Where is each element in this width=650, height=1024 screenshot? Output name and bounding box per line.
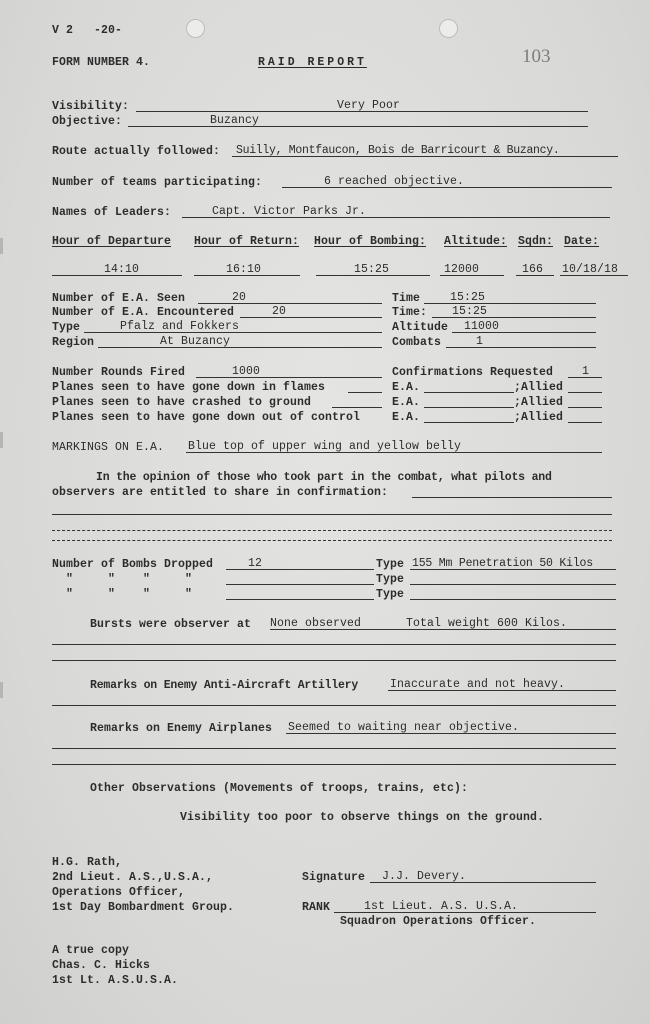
bursts-label: Bursts were observer at: [90, 618, 252, 631]
hour-departure-line: [52, 275, 182, 276]
opinion-answer-line: [412, 497, 612, 498]
flames-ea-line: [424, 392, 514, 393]
blank-line: [52, 764, 616, 765]
route-label: Route actually followed:: [52, 145, 221, 158]
ea-seen-line: [198, 303, 382, 304]
blank-dashed-line: [52, 530, 612, 531]
control-ea-line: [424, 422, 514, 423]
objective-line: [128, 126, 588, 127]
sqdn-value: 166: [522, 263, 544, 276]
region-line: [98, 347, 382, 348]
teams-value: 6 reached objective.: [324, 175, 465, 188]
type-label: Type: [52, 321, 81, 334]
region-label: Region: [52, 336, 95, 349]
ea-seen-label: Number of E.A. Seen: [52, 292, 186, 305]
time-value: 15:25: [450, 291, 486, 304]
page-edge-mark: [0, 238, 3, 254]
page-stamp-number: 103: [522, 46, 551, 67]
airplanes-label: Remarks on Enemy Airplanes: [90, 722, 273, 735]
signature-value: J.J. Devery.: [382, 870, 467, 883]
hour-bombing-line: [316, 275, 430, 276]
crashed-allied-line: [568, 407, 602, 408]
page-edge-mark: [0, 682, 3, 698]
hour-bombing-value: 15:25: [354, 263, 390, 276]
crashed-ea-line: [424, 407, 514, 408]
altitude2-label: Altitude: [392, 321, 449, 334]
altitude-value: 12000: [444, 263, 480, 276]
control-allied-label: ;Allied: [514, 411, 564, 424]
anti-aircraft-label: Remarks on Enemy Anti-Aircraft Artillery: [90, 679, 359, 692]
bomb-type-label: Type: [376, 558, 405, 571]
copy-line-3: 1st Lt. A.S.U.S.A.: [52, 974, 179, 987]
bombs-ditto-2: " " " ": [66, 588, 193, 601]
region-value: At Buzancy: [160, 335, 231, 348]
flames-allied-label: ;Allied: [514, 381, 564, 394]
crashed-label: Planes seen to have crashed to ground: [52, 396, 312, 409]
hour-departure-label: Hour of Departure: [52, 235, 172, 248]
blank-line: [52, 705, 616, 706]
altitude2-value: 11000: [464, 320, 500, 333]
teams-label: Number of teams participating:: [52, 176, 263, 189]
ea-encountered-line: [240, 317, 382, 318]
hour-return-label: Hour of Return:: [194, 235, 300, 248]
blank-line: [52, 514, 612, 515]
combats-value: 1: [476, 335, 484, 348]
leaders-value: Capt. Victor Parks Jr.: [212, 205, 367, 218]
bomb-type-line-2: [410, 584, 616, 585]
rank-role: Squadron Operations Officer.: [340, 915, 537, 928]
rounds-label: Number Rounds Fired: [52, 366, 186, 379]
rank-label: RANK: [302, 901, 331, 914]
bombs-label: Number of Bombs Dropped: [52, 558, 214, 571]
blank-line: [52, 644, 616, 645]
other-observations-label: Other Observations (Movements of troops, trains, etc):: [90, 782, 469, 795]
officer-group: 1st Day Bombardment Group.: [52, 901, 235, 914]
bomb-type-line-3: [410, 599, 616, 600]
officer-rank: 2nd Lieut. A.S.,U.S.A.,: [52, 871, 214, 884]
bomb-type-label-3: Type: [376, 588, 405, 601]
signature-label: Signature: [302, 871, 366, 884]
opinion-line-2: observers are entitled to share in confirmation:: [52, 486, 389, 499]
form-number: FORM NUMBER 4.: [52, 56, 151, 69]
time2-value: 15:25: [452, 305, 488, 318]
type-value: Pfalz and Fokkers: [120, 320, 240, 333]
ea-encountered-label: Number of E.A. Encountered: [52, 306, 235, 319]
flames-line: [348, 392, 382, 393]
document-ref: V 2 -20-: [52, 24, 123, 37]
combats-label: Combats: [392, 336, 442, 349]
blank-dashed-line: [52, 540, 612, 541]
hour-return-line: [194, 275, 300, 276]
punch-hole-left: [186, 19, 205, 38]
rank-value: 1st Lieut. A.S. U.S.A.: [364, 900, 519, 913]
copy-line-1: A true copy: [52, 944, 130, 957]
date-line: [560, 275, 628, 276]
blank-line: [52, 748, 616, 749]
opinion-line-1: In the opinion of those who took part in the combat, what pilots and: [96, 471, 552, 484]
confirmations-value: 1: [582, 365, 590, 378]
bomb-type-value: 155 Mm Penetration 50 Kilos: [412, 557, 593, 570]
crashed-allied-label: ;Allied: [514, 396, 564, 409]
rounds-value: 1000: [232, 365, 261, 378]
bursts-value: None observed: [270, 617, 362, 630]
flames-allied-line: [568, 392, 602, 393]
time-label: Time: [392, 292, 421, 305]
sqdn-line: [516, 275, 554, 276]
hour-return-value: 16:10: [226, 263, 262, 276]
bombs-ditto-line: [226, 584, 374, 585]
confirmations-label: Confirmations Requested: [392, 366, 554, 379]
markings-label: MARKINGS ON E.A.: [52, 441, 165, 454]
ea-encountered-value: 20: [272, 305, 287, 318]
officer-role: Operations Officer,: [52, 886, 186, 899]
altitude-label: Altitude:: [444, 235, 508, 248]
ea-seen-value: 20: [232, 291, 247, 304]
combats-line: [446, 347, 596, 348]
control-allied-line: [568, 422, 602, 423]
leaders-label: Names of Leaders:: [52, 206, 172, 219]
altitude-line: [440, 275, 504, 276]
bombs-ditto-line: [226, 599, 374, 600]
flames-label: Planes seen to have gone down in flames: [52, 381, 326, 394]
visibility-value: Very Poor: [337, 99, 401, 112]
visibility-label: Visibility:: [52, 100, 130, 113]
other-observations-value: Visibility too poor to observe things on the ground.: [180, 811, 545, 824]
bomb-type-label-2: Type: [376, 573, 405, 586]
total-weight-value: Total weight 600 Kilos.: [406, 617, 568, 630]
sqdn-label: Sqdn:: [518, 235, 554, 248]
airplanes-value: Seemed to waiting near objective.: [288, 721, 520, 734]
markings-value: Blue top of upper wing and yellow belly: [188, 440, 462, 453]
page-edge-mark: [0, 432, 3, 448]
blank-line: [52, 660, 616, 661]
page-title: RAID REPORT: [258, 56, 367, 69]
objective-value: Buzancy: [210, 114, 260, 127]
control-label: Planes seen to have gone down out of control: [52, 411, 361, 424]
flames-ea-label: E.A.: [392, 381, 421, 394]
route-value: Suilly, Montfaucon, Bois de Barricourt & Buzancy.: [236, 144, 560, 157]
punch-hole-right: [439, 19, 458, 38]
crashed-line: [332, 407, 382, 408]
bombs-ditto-1: " " " ": [66, 573, 193, 586]
time2-label: Time:: [392, 306, 428, 319]
bombs-value: 12: [248, 557, 263, 570]
hour-departure-value: 14:10: [104, 263, 140, 276]
rounds-line: [196, 377, 382, 378]
crashed-ea-label: E.A.: [392, 396, 421, 409]
date-label: Date:: [564, 235, 600, 248]
copy-line-2: Chas. C. Hicks: [52, 959, 151, 972]
hour-bombing-label: Hour of Bombing:: [314, 235, 427, 248]
date-value: 10/18/18: [562, 263, 619, 276]
anti-aircraft-value: Inaccurate and not heavy.: [390, 678, 566, 691]
control-ea-label: E.A.: [392, 411, 421, 424]
officer-name: H.G. Rath,: [52, 856, 123, 869]
objective-label: Objective:: [52, 115, 123, 128]
